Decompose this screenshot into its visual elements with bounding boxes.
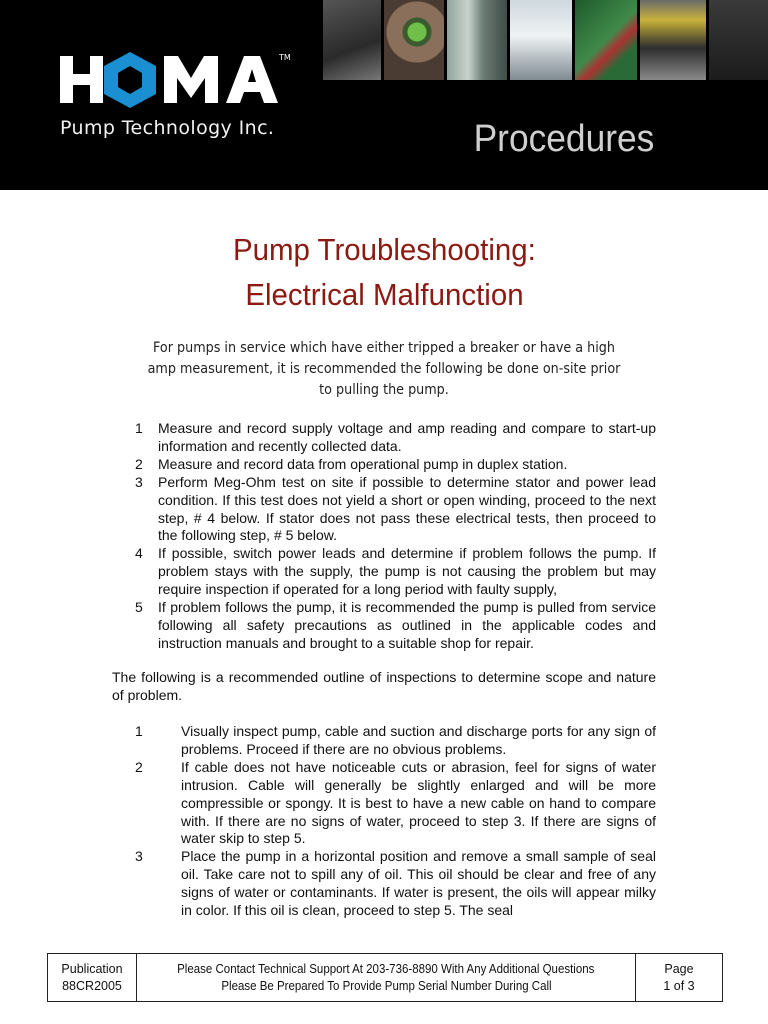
step-text: Place the pump in a horizontal position and remove a small sample of seal oil. Take care not to spill any of oil. This oil should be clear and free of any signs of water or contaminants. If water is present, the oils will appear milky in color. If this oil is clean, proceed to step 5. The seal — [181, 848, 656, 919]
step-text: Measure and record supply voltage and amp reading and compare to start-up information and recently collected data. — [158, 420, 656, 454]
step-text: If cable does not have noticeable cuts or abrasion, feel for signs of water intrusion. Cable will generally be slightly enlarged and will be more compressible or spongy. It is best to have a new cable on hand to compare with. If there are no signs of water, proceed to step 3. If there are signs of water skip to step 5. — [181, 758, 656, 847]
step-text: Visually inspect pump, cable and suction and discharge ports for any sign of problems. Proceed if there are no obvious problems. — [181, 723, 656, 757]
step-text: If problem follows the pump, it is recommended the pump is pulled from service following all safety precautions as outlined in the applicable codes and instruction manuals and brought to a suitable shop for repair. — [158, 599, 656, 651]
header-banner — [0, 0, 768, 190]
onsite-steps-list — [112, 420, 656, 653]
list-item — [112, 599, 656, 653]
list-item — [112, 420, 656, 456]
step-number: 2 — [135, 758, 143, 775]
footer-table — [47, 953, 723, 1002]
support-line1: Please Contact Technical Support At 203-736-8890 With Any Additional Questions — [177, 961, 595, 976]
page-number: 1 of 3 — [663, 978, 695, 993]
list-item — [112, 848, 656, 920]
publication-label: Publication — [61, 961, 123, 976]
list-item — [112, 723, 656, 759]
step-number: 3 — [135, 473, 143, 490]
step-number: 1 — [135, 420, 143, 436]
step-text: Perform Meg-Ohm test on site if possible to determine stator and power lead condition. If this test does not yield a short or open winding, proceed to the next step, # 4 below. If stator does not pass these electrical tests, then proceed to the following step, # 5 below. — [158, 473, 656, 544]
worker-photo — [709, 0, 768, 80]
finger-button-photo — [384, 0, 444, 80]
trademark-mark: TM — [279, 53, 291, 62]
list-item — [112, 474, 656, 546]
step-number: 4 — [135, 545, 143, 562]
service-van-photo — [510, 0, 572, 80]
support-cell — [137, 954, 636, 1001]
intro-paragraph: For pumps in service which have either tripped a breaker or have a high amp measurement, it is recommended the following be done on-site prior to pulling the pump. — [147, 340, 621, 398]
technician-photo — [323, 0, 381, 80]
page-cell — [636, 954, 722, 1001]
section-label: Procedures — [473, 118, 654, 160]
list-item — [112, 456, 656, 474]
company-tagline: Pump Technology Inc. — [60, 117, 275, 139]
step-number: 5 — [135, 599, 143, 616]
homa-logo-mark — [60, 38, 300, 118]
document-title-line2: Electrical Malfunction — [244, 277, 524, 312]
step-number: 3 — [135, 848, 143, 865]
shop-inspection-list — [112, 723, 656, 920]
publication-cell — [48, 954, 137, 1001]
step-text: If possible, switch power leads and determine if problem follows the pump. If problem stays with the supply, the pump is not causing the problem but may require inspection if operated for a long period with faulty supply, — [158, 545, 656, 598]
list-item — [112, 759, 656, 849]
outline-intro-paragraph: The following is a recommended outline of inspections to determine scope and nature of problem. — [112, 669, 656, 703]
control-panel-photo — [447, 0, 507, 80]
step-number: 1 — [135, 723, 143, 739]
step-number: 2 — [135, 455, 143, 472]
support-line2: Please Be Prepared To Provide Pump Serial Number During Call — [220, 978, 552, 993]
list-item — [112, 545, 656, 599]
document-title-line1: Pump Troubleshooting: — [232, 232, 536, 267]
header-photo-strip — [323, 0, 768, 80]
circuit-board-photo — [575, 0, 637, 80]
publication-number: 88CR2005 — [62, 978, 122, 993]
multimeter-photo — [640, 0, 706, 80]
step-text: Measure and record data from operational pump in duplex station. — [158, 455, 568, 472]
page-label: Page — [664, 961, 694, 976]
